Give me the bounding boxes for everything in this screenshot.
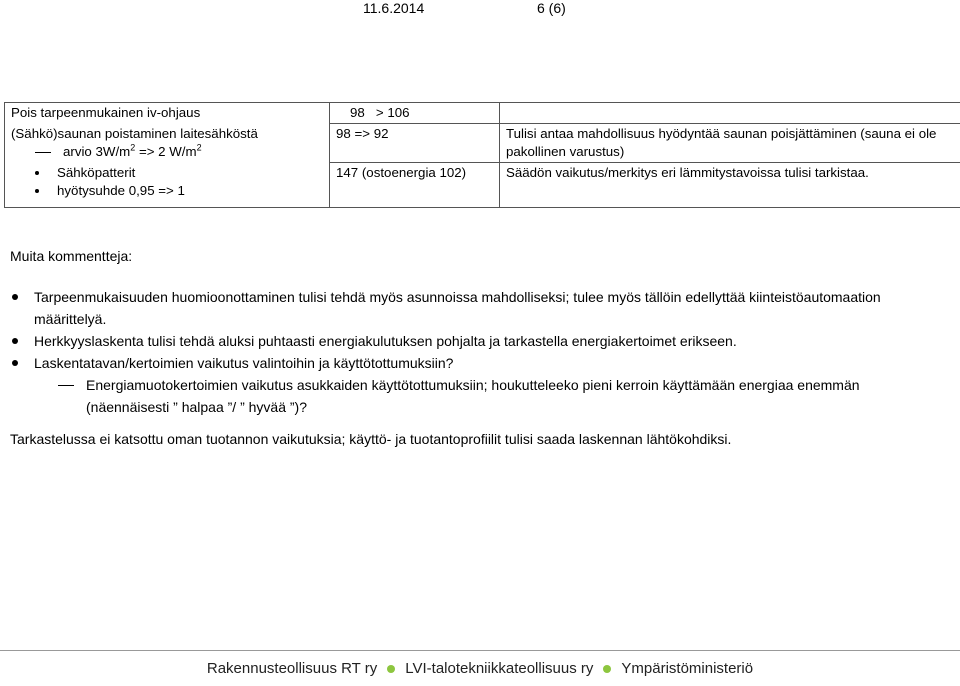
measure-value: 147 (ostoenergia 102) [336,165,467,180]
bullet-icon [12,294,18,300]
measure-subitem [11,143,323,161]
bullet-icon [35,189,39,193]
dash-icon [35,152,51,153]
header-page-number: 6 (6) [537,0,566,16]
table-cell-measure [5,124,330,163]
conclusion-paragraph: Tarkastelussa ei katsottu oman tuotannon vaikutuksia; käyttö- ja tuotantoprofiilit tulisi saada laskennan lähtökohdiksi. [10,431,732,447]
table-row [5,124,960,163]
measure-subitem-text: arvio $3W/m^2 => 2$ $W/m^2$ [63,142,202,159]
table-row [5,163,960,208]
list-item [10,352,940,374]
measure-bullet-text: hyötysuhde 0,95 => 1 [57,182,185,198]
table-cell-comment [500,103,960,124]
list-item-text: Herkkyyslaskenta tulisi tehdä aluksi puhtaasti energiakulutuksen pohjalta ja tarkastella energiakertoimet erikseen. [34,333,737,349]
measure-bullet [11,164,323,182]
measure-comment: Tulisi antaa mahdollisuus hyödyntää saunan poisjättäminen (sauna ei ole pakollinen varustus) [506,126,937,159]
footer-org: Ympäristöministeriö [621,660,754,677]
comments-list [10,286,940,418]
table-cell-value [330,124,500,163]
list-item [10,330,940,352]
table-cell-measure [5,103,330,124]
table-cell-value [330,163,500,208]
dash-icon [58,385,74,386]
comments-heading: Muita kommentteja: [10,248,133,264]
table-cell-comment [500,163,960,208]
list-item-text: Laskentatavan/kertoimien vaikutus valintoihin ja käyttötottumuksiin? [34,355,454,371]
table-cell-measure [5,163,330,208]
list-subitem-text: Energiamuotokertoimien vaikutus asukkaiden käyttötottumuksiin; houkutteleeko pieni kerroin käyttämään energiaa enemmän (näennäisesti ” halpaa ”/ ” hyvää ”)? [86,377,860,415]
measure-value: 98 => 92 [336,126,389,141]
footer-org: LVI-talotekniikkateollisuus ry [405,660,594,677]
measure-value: 98 > 106 [350,105,410,120]
measure-comment: Säädön vaikutus/merkitys eri lämmitystavoissa tulisi tarkistaa. [506,165,869,180]
table-row [5,103,960,124]
list-item-text: Tarpeenmukaisuuden huomioonottaminen tulisi tehdä myös asunnoissa mahdolliseksi; tulee myös tällöin edellyttää kiinteistöautomaation määrittelyä. [34,289,881,327]
table-cell-comment [500,124,960,163]
measure-label: (Sähkö)saunan poistaminen laitesähköstä [11,125,258,141]
header-date: 11.6.2014 [363,0,425,16]
footer-dot-icon [387,665,395,673]
footer-dot-icon [603,665,611,673]
page-footer [0,660,960,677]
bullet-icon [12,360,18,366]
measures-table [4,102,960,208]
footer-divider [0,650,960,651]
page-header [0,0,960,20]
measure-label: Pois tarpeenmukainen iv-ohjaus [11,105,201,120]
measure-bullet [11,182,323,200]
bullet-icon [35,171,39,175]
list-subitem [10,374,940,418]
list-item [10,286,940,330]
measure-bullet-text: Sähköpatterit [57,164,136,180]
table-cell-value [330,103,500,124]
bullet-icon [12,338,18,344]
footer-org: Rakennusteollisuus RT ry [206,660,378,677]
